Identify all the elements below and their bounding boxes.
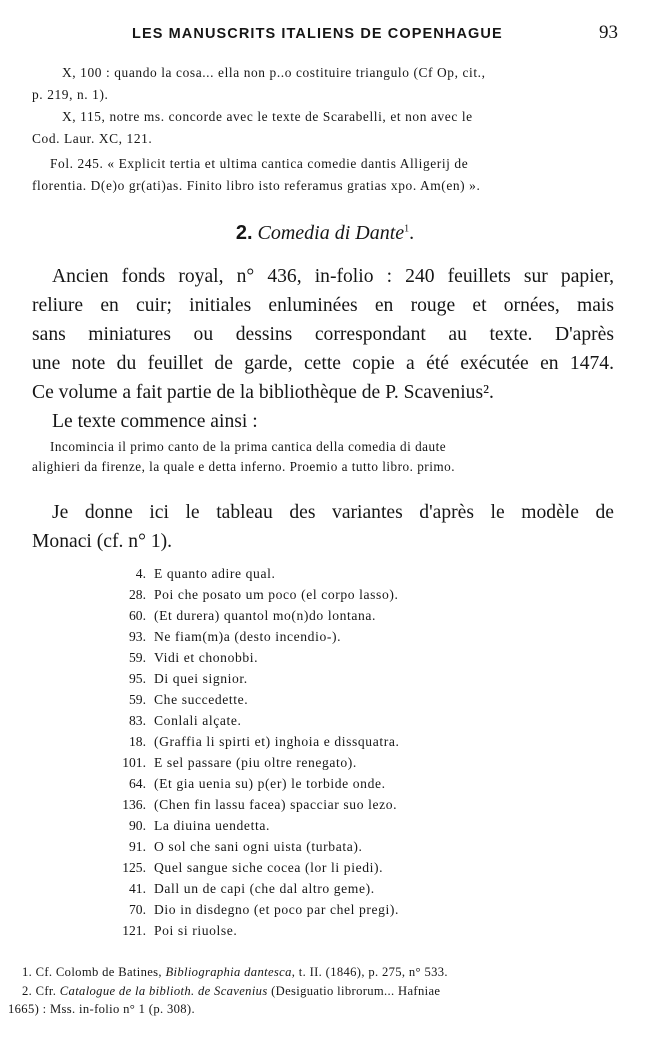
footnote-1: [22, 963, 448, 982]
note-line: p. 219, n. 1).: [32, 87, 109, 102]
note-line: Fol. 245. « Explicit tertia et ultima cantica comedie dantis Alligerij de: [50, 156, 469, 171]
variant-text: Dall un de capi (che dal altro geme).: [154, 881, 375, 896]
quote-line: alighieri da firenze, la quale e detta inferno. Proemio a tutto libro. primo.: [32, 459, 456, 474]
variant-verse: 60.: [129, 608, 146, 623]
variant-verse: 91.: [129, 839, 146, 854]
body-line: reliure en cuir; initiales enluminées en rouge et ornées, mais: [32, 295, 614, 316]
variant-text: Che succedette.: [154, 692, 249, 707]
footnotes: [8, 963, 448, 1019]
variant-verse: 136.: [122, 797, 146, 812]
variant-verse: 101.: [122, 755, 146, 770]
body-line: Monaci (cf. n° 1).: [32, 531, 173, 552]
section-heading: 2. Comedia di Dante$^1$.: [235, 222, 415, 244]
incipit-quote: [32, 437, 456, 477]
variant-text: Di quei signior.: [154, 671, 248, 686]
variant-verse: 4.: [135, 566, 146, 581]
note-line: X, 115, notre ms. concorde avec le texte de Scarabelli, et non avec le: [62, 109, 473, 124]
variant-text: Poi si riuolse.: [154, 923, 238, 938]
footnote-text: 2. Cfr.: [22, 983, 60, 998]
variant-text: (Et gia uenia su) p(er) le torbide onde.: [154, 776, 386, 791]
body-line: Ancien fonds royal, n° 436, in-folio : 240 feuillets sur papier,: [52, 266, 614, 287]
body-line: Je donne ici le tableau des variantes d'après le modèle de: [52, 502, 614, 523]
variant-verse: 121.: [122, 923, 146, 938]
variant-text: La diuina uendetta.: [154, 818, 270, 833]
variant-text: Quel sangue siche cocea (lor li piedi).: [154, 860, 384, 875]
variant-verse: 83.: [129, 713, 146, 728]
variant-text: Vidi et chonobbi.: [154, 650, 259, 665]
variant-text: (Graffia li spirti et) inghoia e dissquatra.: [154, 734, 400, 749]
variant-verse: 59.: [129, 692, 146, 707]
footnote-title: Bibliographia dantesca: [165, 965, 292, 979]
footnote-mark: 1: [404, 223, 410, 235]
body-line: Ce volume a fait partie de la bibliothèque de P. Scavenius².: [32, 382, 494, 403]
variants-intro: [32, 498, 614, 556]
description-paragraph: [32, 262, 614, 436]
running-head: [90, 22, 620, 46]
variant-verse: 28.: [129, 587, 146, 602]
note-line: florentia. D(e)o gr(ati)as. Finito libro isto referamus gratias xpo. Am(en) ».: [32, 178, 481, 193]
variant-verse: 70.: [129, 902, 146, 917]
footnote-2: [22, 982, 448, 1001]
note-line: X, 100 : quando la cosa... ella non p..o costituire triangulo (Cf Op, cit.,: [62, 65, 486, 80]
variant-verse: 125.: [122, 860, 146, 875]
section-number: 2.: [235, 222, 253, 244]
note-line: Cod. Laur. XC, 121.: [32, 131, 153, 146]
footnote-2-continued: 1665) : Mss. in-folio n° 1 (p. 308).: [8, 1002, 195, 1016]
page-number: 93: [599, 22, 618, 43]
variant-verse: 64.: [129, 776, 146, 791]
variant-text: O sol che sani ogni uista (turbata).: [154, 839, 363, 854]
variant-verse: 95.: [129, 671, 146, 686]
body-line: une note du feuillet de garde, cette copie a été exécutée en 1474.: [32, 353, 614, 374]
footnote-text: 1. Cf. Colomb de Batines,: [22, 965, 166, 979]
variant-text: E sel passare (piu oltre renegato).: [154, 755, 357, 770]
variant-text: Ne fiam(m)a (desto incendio-).: [154, 629, 342, 644]
footnote-title: Catalogue de la biblioth. de Scavenius: [59, 983, 268, 998]
variant-text: (Chen fin lassu facea) spacciar suo lezo.: [154, 797, 398, 812]
variant-text: Conlali alçate.: [154, 713, 242, 728]
footnote-text: , t. II. (1846), p. 275, n° 533.: [291, 965, 448, 979]
variant-text: Dio in disdegno (et poco par chel pregi).: [154, 902, 400, 917]
running-head-title: LES MANUSCRITS ITALIENS DE COPENHAGUE: [132, 26, 503, 42]
variant-verse: 93.: [129, 629, 146, 644]
body-line: Le texte commence ainsi :: [52, 411, 258, 432]
section-title: Comedia di Dante: [257, 222, 405, 244]
variant-verse: 59.: [129, 650, 146, 665]
variant-text: (Et durera) quantol mo(n)do lontana.: [154, 608, 377, 623]
body-line: sans miniatures ou dessins correspondant au texte. D'après: [32, 324, 614, 345]
variant-verse: 18.: [129, 734, 146, 749]
footnote-text: (Desiguatio librorum... Hafniae: [267, 983, 441, 998]
variant-verse: 90.: [129, 818, 146, 833]
quote-line: Incomincia il primo canto de la prima cantica della comedia di daute: [50, 439, 447, 454]
variant-text: E quanto adire qual.: [154, 566, 276, 581]
variant-verse: 41.: [129, 881, 146, 896]
variant-text: Poi che posato um poco (el corpo lasso).: [154, 587, 399, 602]
